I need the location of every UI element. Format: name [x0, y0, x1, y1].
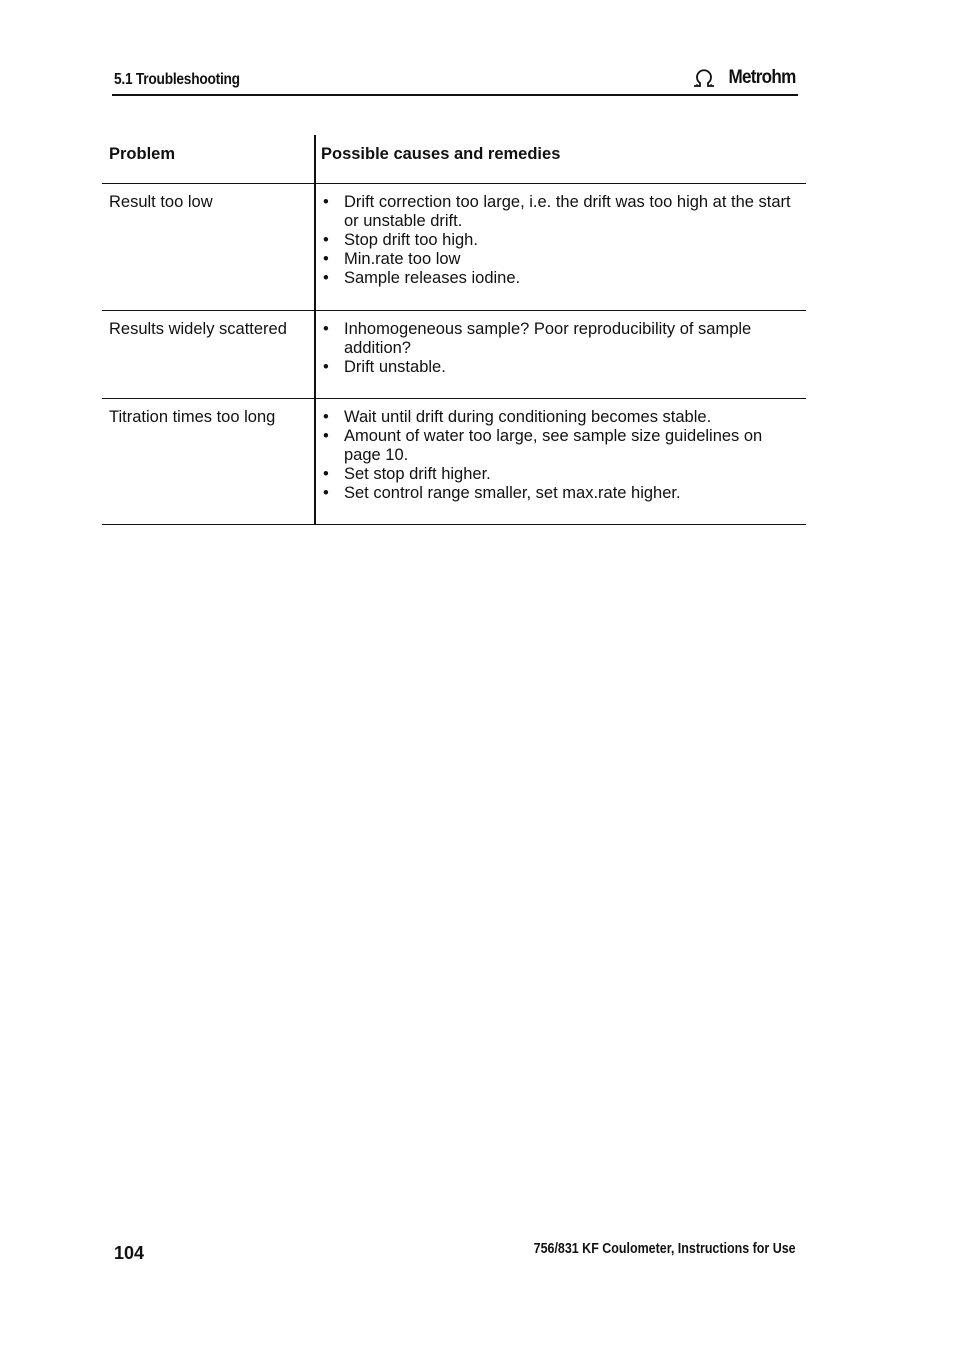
remedy-item: • Amount of water too large, see sample size guidelines on page 10. [321, 427, 791, 465]
remedy-item: • Set control range smaller, set max.rate higher. [321, 484, 791, 503]
remedies-list [321, 193, 791, 288]
remedy-item: • Min.rate too low [321, 250, 791, 269]
remedies-list [321, 320, 791, 377]
column-header-remedies: Possible causes and remedies [321, 145, 561, 163]
table-header-row [102, 135, 806, 184]
remedy-item: • Drift unstable. [321, 358, 791, 377]
remedy-item: • Set stop drift higher. [321, 465, 791, 484]
problem-cell: Titration times too long [109, 408, 276, 426]
column-header-problem: Problem [109, 145, 176, 163]
problem-cell: Result too low [109, 193, 213, 211]
document-title: 756/831 KF Coulometer, Instructions for Use [534, 1241, 796, 1257]
problem-cell: Results widely scattered [109, 320, 287, 338]
table-row [102, 184, 806, 311]
table-row [102, 311, 806, 399]
remedy-item: • Inhomogeneous sample? Poor reproducibility of sample addition? [321, 320, 791, 358]
page-header [112, 66, 798, 96]
remedies-list [321, 408, 791, 503]
section-title: 5.1 Troubleshooting [114, 71, 240, 88]
remedy-item: • Sample releases iodine. [321, 269, 791, 288]
remedy-item: • Stop drift too high. [321, 231, 791, 250]
metrohm-logo [691, 66, 796, 90]
table-row [102, 399, 806, 525]
page-number: 104 [114, 1243, 145, 1263]
remedy-item: • Drift correction too large, i.e. the drift was too high at the start or unstable drift. [321, 193, 791, 231]
logo-text: Metrohm [728, 67, 796, 88]
omega-icon [691, 68, 717, 88]
remedy-item: • Wait until drift during conditioning becomes stable. [321, 408, 791, 427]
